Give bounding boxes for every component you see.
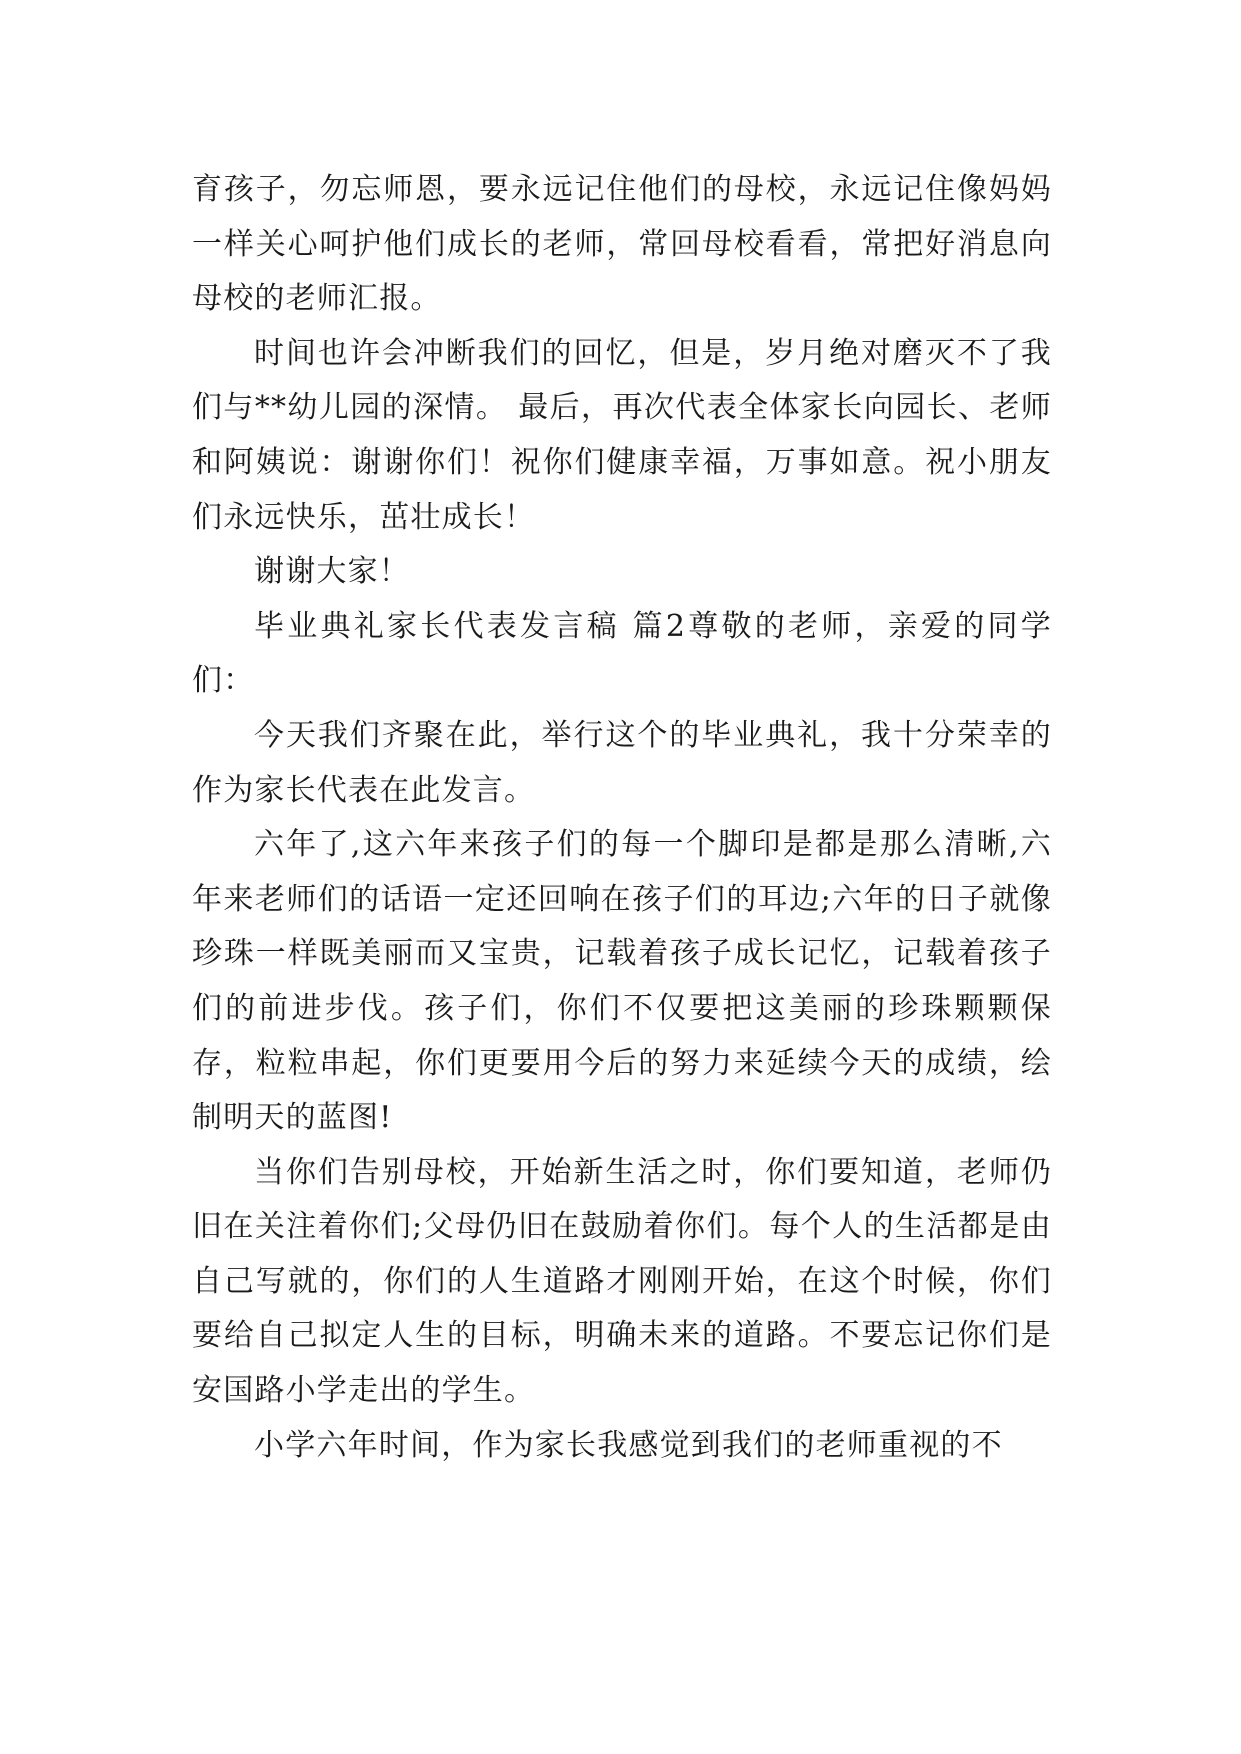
paragraph: 六年了,这六年来孩子们的每一个脚印是都是那么清晰,六年来老师们的话语一定还回响在孩子们的耳边;六年的日子就像珍珠一样既美丽而又宝贵，记载着孩子成长记忆，记载着孩子们的前进步伐。孩子们，你们不仅要把这美丽的珍珠颗颗保存，粒粒串起，你们更要用今后的努力来延续今天的成绩，绘制明天的蓝图! (192, 827, 1052, 1136)
document-page (192, 163, 1052, 1473)
paragraph: 毕业典礼家长代表发言稿 篇2尊敬的老师，亲爱的同学们： (192, 608, 1052, 699)
paragraph: 育孩子，勿忘师恩，要永远记住他们的母校，永远记住像妈妈一样关心呵护他们成长的老师，常回母校看看，常把好消息向母校的老师汇报。 (192, 172, 1052, 317)
paragraph: 谢谢大家！ (254, 554, 410, 590)
paragraph: 小学六年时间，作为家长我感觉到我们的老师重视的不 (254, 1427, 1003, 1463)
paragraph: 当你们告别母校，开始新生活之时，你们要知道，老师仍旧在关注着你们;父母仍旧在鼓励着你们。每个人的生活都是由自己写就的，你们的人生道路才刚刚开始，在这个时候，你们要给自己拟定人生的目标，明确未来的道路。不要忘记你们是安国路小学走出的学生。 (192, 1154, 1052, 1409)
paragraph: 时间也许会冲断我们的回忆，但是，岁月绝对磨灭不了我们与**幼儿园的深情。 最后，再次代表全体家长向园长、老师和阿姨说：谢谢你们！祝你们健康幸福，万事如意。祝小朋友们永远快乐，茁壮成长！ (192, 335, 1052, 535)
paragraph: 今天我们齐聚在此，举行这个的毕业典礼，我十分荣幸的作为家长代表在此发言。 (192, 717, 1052, 808)
